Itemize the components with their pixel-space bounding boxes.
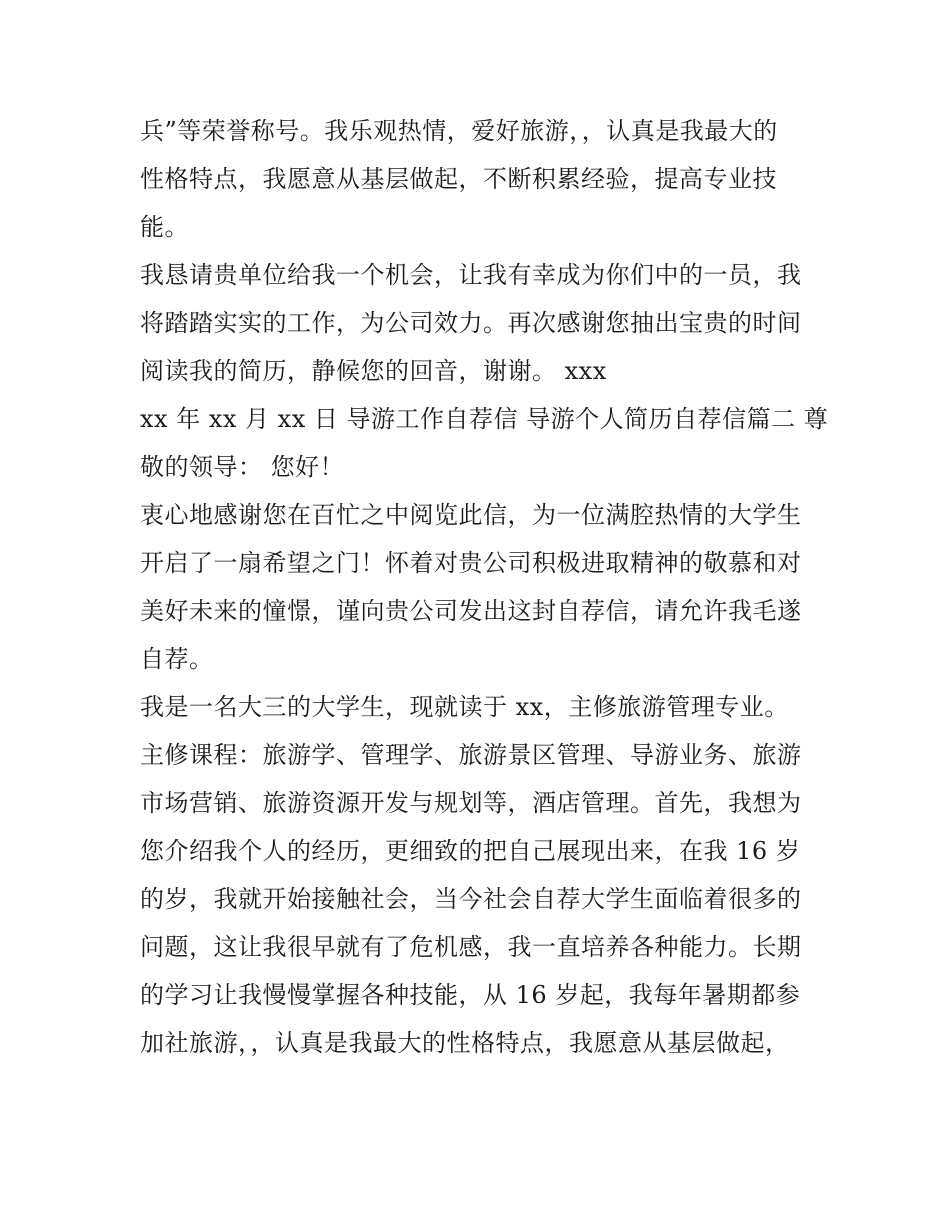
- text-line: 自荐。: [140, 645, 214, 673]
- text-line: 兵”等荣誉称号。我乐观热情，爱好旅游，，认真是我最大的: [140, 117, 778, 145]
- text-line: 加社旅游，，认真是我最大的性格特点，我愿意从基层做起，: [140, 1029, 790, 1057]
- text-line: 问题，这让我很早就有了危机感，我一直培养各种能力。长期: [140, 933, 802, 961]
- text-line: 主修课程：旅游学、管理学、旅游景区管理、导游业务、旅游: [140, 741, 802, 769]
- text-line: 能。: [140, 213, 189, 241]
- text-line: 美好未来的憧憬，谨向贵公司发出这封自荐信，请允许我毛遂: [140, 597, 802, 625]
- text-line: 开启了一扇希望之门！怀着对贵公司积极进取精神的敬慕和对: [140, 549, 802, 577]
- text-line: 我是一名大三的大学生，现就读于 xx，主修旅游管理专业。: [140, 693, 789, 721]
- text-line: 衷心地感谢您在百忙之中阅览此信，为一位满腔热情的大学生: [140, 501, 802, 529]
- document-body: [140, 107, 829, 1067]
- text-line: 的岁，我就开始接触社会，当今社会自荐大学生面临着很多的: [140, 885, 802, 913]
- text-line: 性格特点，我愿意从基层做起，不断积累经验，提高专业技: [140, 165, 777, 193]
- text-line: 将踏踏实实的工作，为公司效力。再次感谢您抽出宝贵的时间: [140, 309, 802, 337]
- text-line: 市场营销、旅游资源开发与规划等，酒店管理。首先，我想为: [140, 789, 802, 817]
- text-line: 我恳请贵单位给我一个机会，让我有幸成为你们中的一员，我: [140, 261, 802, 289]
- text-line: 敬的领导： 您好！: [140, 453, 345, 481]
- text-line: 的学习让我慢慢掌握各种技能，从 16 岁起，我每年暑期都参: [140, 981, 801, 1009]
- text-line: 阅读我的简历，静候您的回音，谢谢。 xxx: [140, 357, 607, 385]
- text-line: xx 年 xx 月 xx 日 导游工作自荐信 导游个人简历自荐信篇二 尊: [140, 405, 829, 433]
- text-line: 您介绍我个人的经历，更细致的把自己展现出来，在我 16 岁: [140, 837, 801, 865]
